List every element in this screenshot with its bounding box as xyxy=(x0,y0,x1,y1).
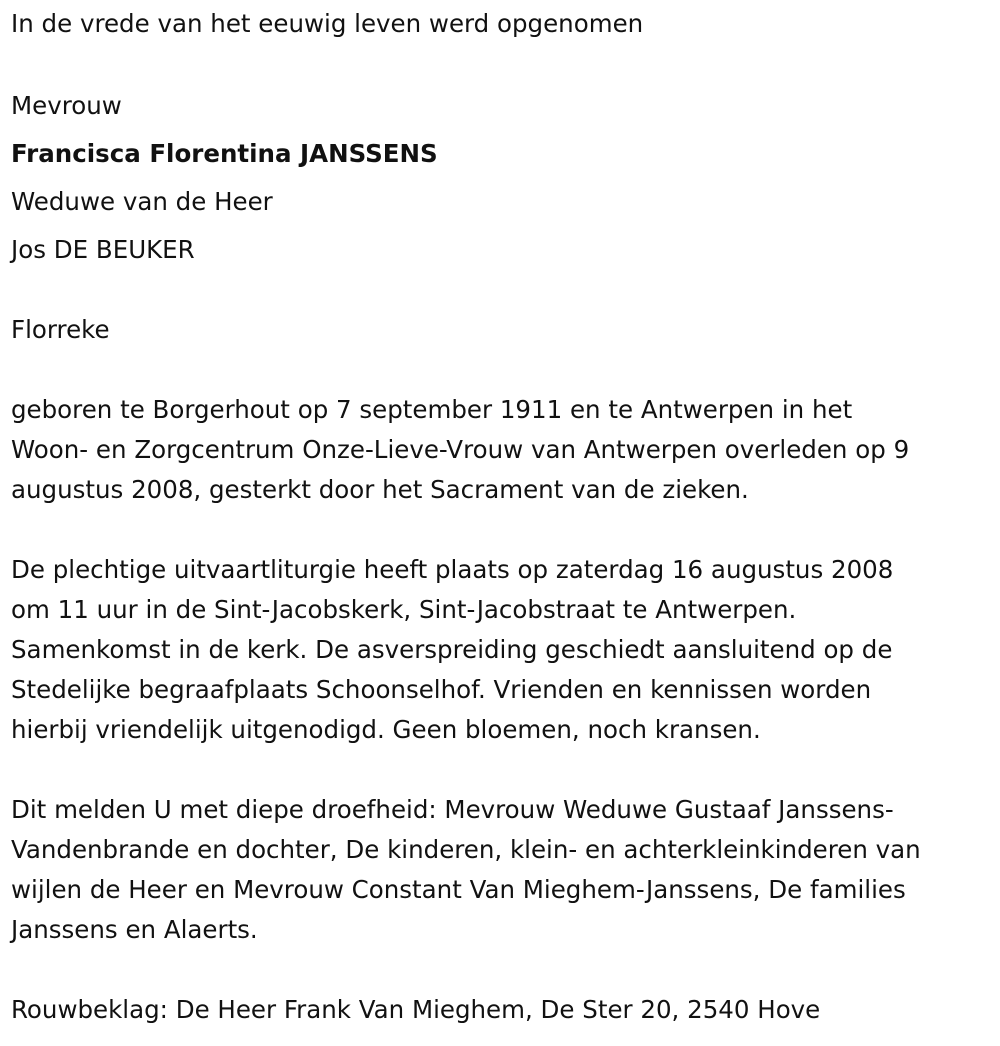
paragraph-line: Stedelijke begraafplaats Schoonselhof. Vrienden en kennissen worden xyxy=(11,675,872,704)
paragraph-line: De plechtige uitvaartliturgie heeft plaats op zaterdag 16 augustus 2008 xyxy=(11,555,894,584)
paragraph-line: Janssens en Alaerts. xyxy=(11,915,258,944)
paragraph-line: augustus 2008, gesterkt door het Sacrament van de zieken. xyxy=(11,475,749,504)
deceased-name: Francisca Florentina JANSSENS xyxy=(11,139,438,168)
condolences-address: Rouwbeklag: De Heer Frank Van Mieghem, De Ster 20, 2540 Hove xyxy=(11,995,821,1024)
paragraph-line: Dit melden U met diepe droefheid: Mevrouw Weduwe Gustaaf Janssens- xyxy=(11,795,894,824)
paragraph-line: Vandenbrande en dochter, De kinderen, klein- en achterkleinkinderen van xyxy=(11,835,921,864)
nickname: Florreke xyxy=(11,315,110,344)
paragraph-line: Samenkomst in de kerk. De asverspreiding geschiedt aansluitend op de xyxy=(11,635,893,664)
intro-text: In de vrede van het eeuwig leven werd opgenomen xyxy=(11,9,644,38)
title-prefix: Mevrouw xyxy=(11,91,122,120)
paragraph-line: Woon- en Zorgcentrum Onze-Lieve-Vrouw van Antwerpen overleden op 9 xyxy=(11,435,910,464)
paragraph-line: geboren te Borgerhout op 7 september 1911 en te Antwerpen in het xyxy=(11,395,853,424)
paragraph-line: hierbij vriendelijk uitgenodigd. Geen bloemen, noch kransen. xyxy=(11,715,761,744)
relation-text: Weduwe van de Heer xyxy=(11,187,273,216)
paragraph-line: wijlen de Heer en Mevrouw Constant Van Mieghem-Janssens, De families xyxy=(11,875,906,904)
paragraph-line: om 11 uur in de Sint-Jacobskerk, Sint-Jacobstraat te Antwerpen. xyxy=(11,595,797,624)
spouse-name: Jos DE BEUKER xyxy=(11,235,195,264)
